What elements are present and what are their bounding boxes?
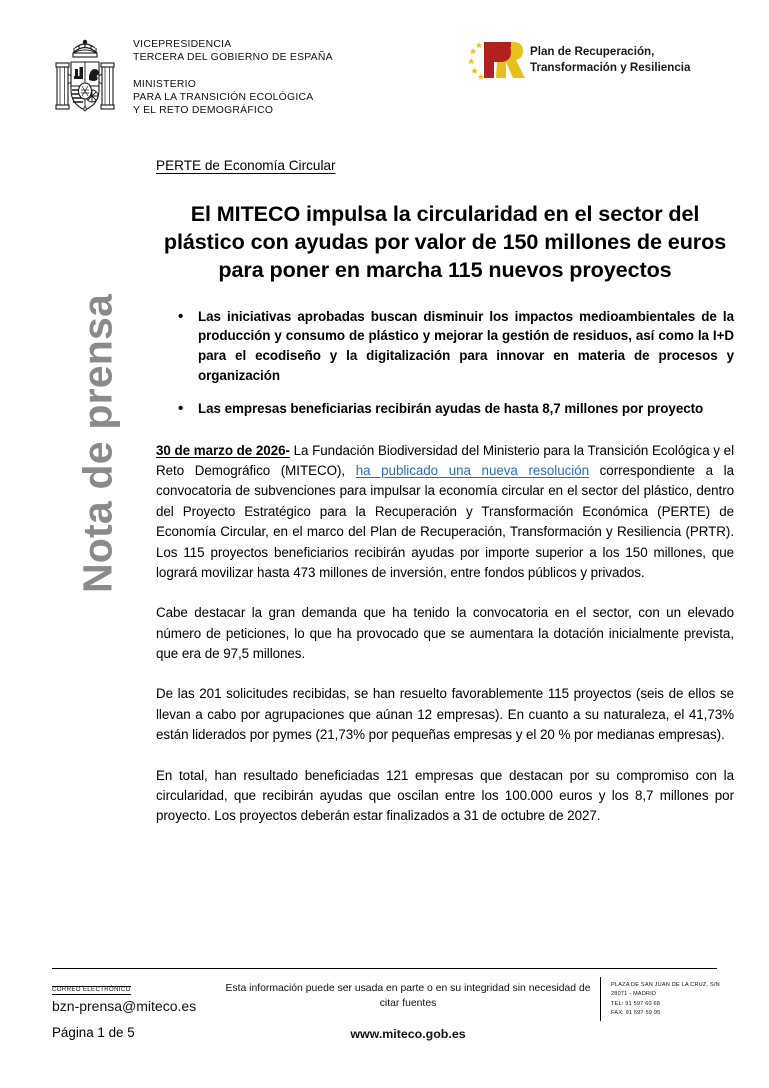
body-paragraph-1 xyxy=(156,441,734,584)
email-address[interactable]: bzn-prensa@miteco.es xyxy=(52,998,197,1014)
footer-divider-rule xyxy=(52,968,717,969)
ministry-line-2: TERCERA DEL GOBIERNO DE ESPAÑA xyxy=(133,51,333,63)
usage-notice: Esta información puede ser usada en parte o en su integridad sin necesidad de citar fuentes xyxy=(225,983,591,1009)
address-line-2: 28071 - MADRID xyxy=(611,991,657,998)
address-line-4: FAX: 91 597 59 95 xyxy=(611,1010,661,1017)
press-release-content xyxy=(156,158,734,827)
prtr-mark-icon xyxy=(468,38,526,82)
ministry-identity-block xyxy=(133,39,333,117)
dateline: 30 de marzo de 2026- xyxy=(156,442,290,458)
address-line-1: PLAZA DE SAN JUAN DE LA CRUZ, S/N xyxy=(611,982,720,988)
prtr-text-line-2: Transformación y Resiliencia xyxy=(530,60,691,74)
ministry-line-1: VICEPRESIDENCIA xyxy=(133,39,232,50)
resolution-link[interactable]: ha publicado una nueva resolución xyxy=(355,463,589,479)
list-item: • Las iniciativas aprobadas buscan disminuir los impactos medioambientales de la producción y consumo de plástico y mejorar la gestión de residuos, así como la I+D para el ecodiseño y la digitalización para innovar en materia de procesos y organización xyxy=(198,307,734,386)
body-paragraph-2: Cabe destacar la gran demanda que ha tenido la convocatoria en el sector, con un elevado número de peticiones, lo que ha provocado que se aumentara la dotación inicialmente prevista, que era de 97,5 millones. xyxy=(156,605,734,662)
email-label: CORREO ELECTRÓNICO xyxy=(52,986,131,993)
footer-vertical-divider xyxy=(600,977,601,1021)
prtr-logo xyxy=(468,38,753,86)
ministry-line-5: Y EL RETO DEMOGRÁFICO xyxy=(133,104,274,116)
address-line-3: TEL: 91 597 60 68 xyxy=(611,1000,661,1007)
website-url[interactable]: www.miteco.gob.es xyxy=(350,1026,466,1041)
list-item: • Las empresas beneficiarias recibirán ayudas de hasta 8,7 millones por proyecto xyxy=(198,399,734,419)
paragraph-1-segment-a: La Fundación Biodiversidad del Ministerio para la Transición Ecológica y el Reto Demográfico (MITECO), xyxy=(156,442,734,479)
ministry-line-4: PARA LA TRANSICIÓN ECOLÓGICA xyxy=(133,92,314,104)
page-number: Página 1 de 5 xyxy=(52,1025,135,1040)
footer-address-block xyxy=(611,981,761,1019)
key-points-list xyxy=(156,307,734,419)
perte-kicker: PERTE de Economía Circular xyxy=(156,158,336,173)
document-footer xyxy=(0,968,769,1088)
body-paragraph-4: En total, han resultado beneficiadas 121 empresas que destacan por su compromiso con la circularidad, que recibirán ayudas que oscilan entre los 100.000 euros y los 8,7 millones por proyecto. Los proyectos deberán estar finalizados a 31 de octubre de 2027. xyxy=(156,767,734,824)
prtr-logo-text xyxy=(530,44,690,75)
body-paragraph-3: De las 201 solicitudes recibidas, se han resuelto favorablemente 115 proyectos (seis de ellos se llevan a cabo por agrupaciones que aúnan 12 empresas). En cuanto a su naturaleza, el 41,73% están liderados por pymes (21,73% por pequeñas empresas y el 20 % por medianas empresas). xyxy=(156,686,734,743)
spain-coat-of-arms-icon xyxy=(53,36,117,124)
ministry-line-3: MINISTERIO xyxy=(133,79,197,91)
nota-de-prensa-sidebar-label: Nota de prensa xyxy=(74,294,121,593)
prtr-text-line-1: Plan de Recuperación, xyxy=(530,45,655,58)
paragraph-1-segment-b: correspondiente a la convocatoria de subvenciones para impulsar la economía circular en el sector del plástico, dentro del Proyecto Estratégico para la Recuperación y Transformación Económica (PERTE) de Economía Circular, en el marco del Plan de Recuperación, Transformación y Resiliencia (PRTR). Los 115 proyectos beneficiarios recibirán ayudas por importe superior a los 150 millones, que logrará movilizar hasta 473 millones de inversión, entre fondos públicos y privados. xyxy=(156,463,734,580)
footer-notice-block xyxy=(222,982,594,1041)
page-title: El MITECO impulsa la circularidad en el sector del plástico con ayudas por valor de 150 millones de euros para poner en marcha 115 nuevos proyectos xyxy=(163,201,727,283)
document-header xyxy=(0,30,769,145)
